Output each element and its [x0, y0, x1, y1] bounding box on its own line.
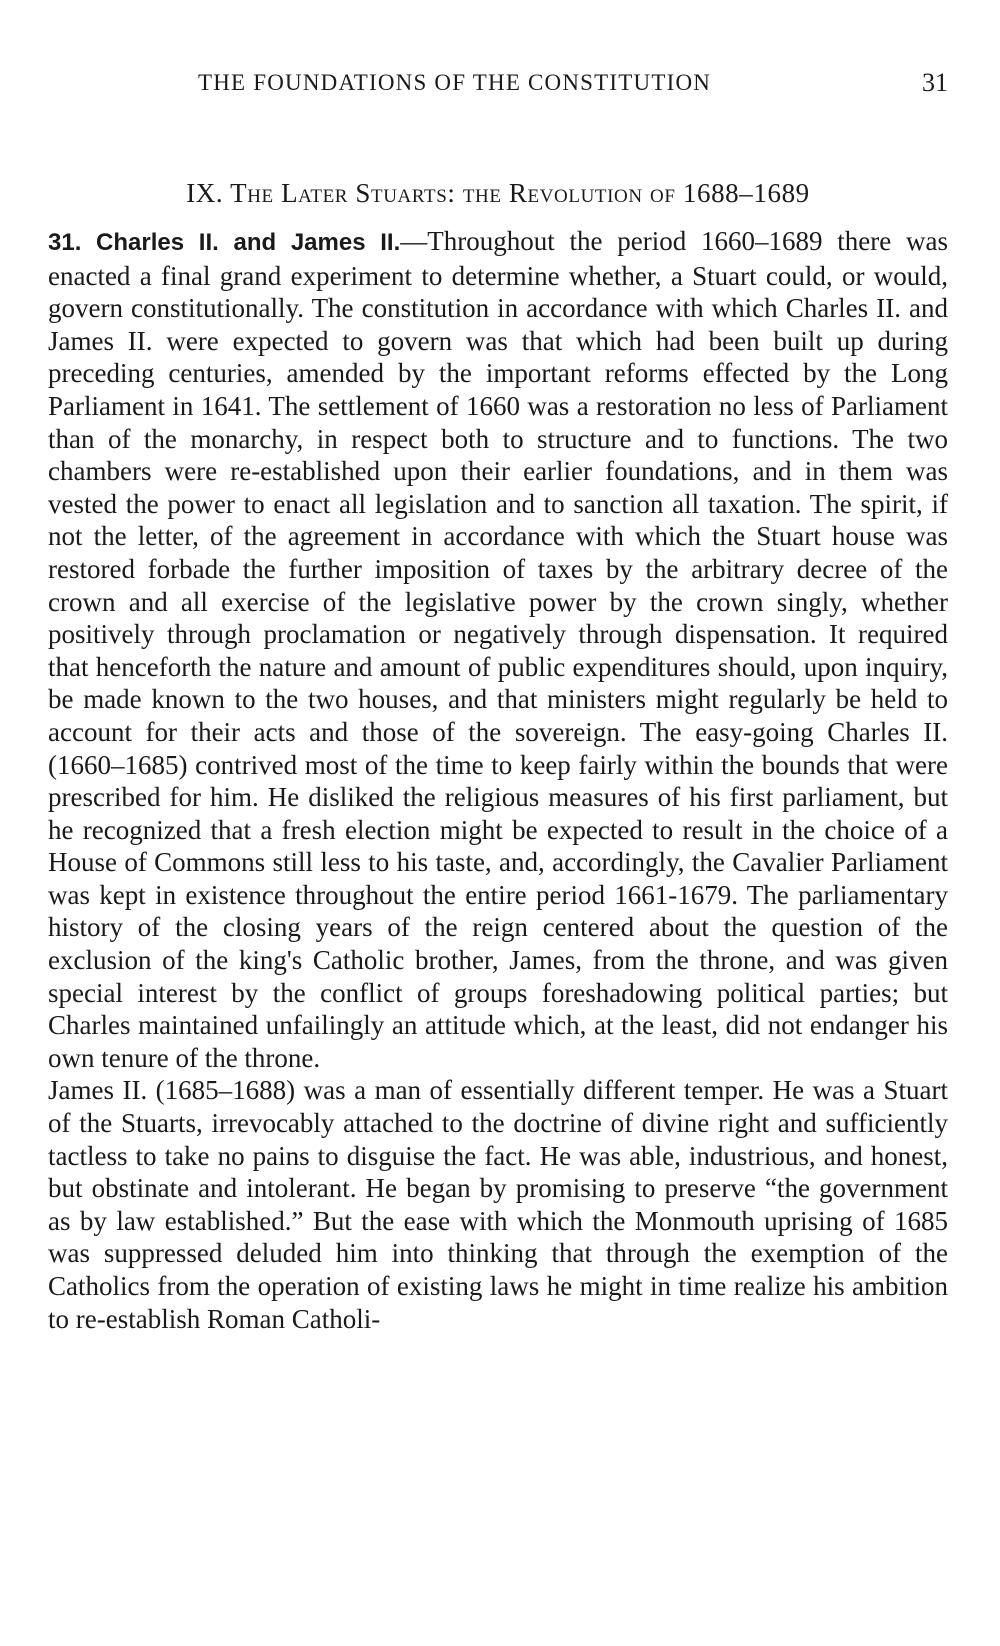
paragraph-charles-and-james	[48, 225, 948, 1074]
section-heading: IX. The Later Stuarts: the Revolution of 1688–1689	[186, 178, 810, 208]
running-title: THE FOUNDATIONS OF THE CONSTITUTION	[198, 70, 712, 95]
body-text	[48, 225, 948, 1335]
paragraph-text: —Throughout the period 1660–1689 there was enacted a final grand experiment to determine whether, a Stuart could, or would, govern constitutionally. The constitution in accordance with which Charles II. and James II. were expected to govern was that which had been built up during preceding centuries, amended by the important reforms effected by the Long Parliament in 1641. The settlement of 1660 was a restoration no less of Parliament than of the monarchy, in respect both to structure and to functions. The two chambers were re-established upon their earlier foundations, and in them was vested the power to enact all legislation and to sanction all taxation. The spirit, if not the letter, of the agreement in accordance with which the Stuart house was restored forbade the further imposition of taxes by the arbitrary decree of the crown and all exercise of the legislative power by the crown singly, whether positively through proclamation or negatively through dispensation. It required that henceforth the nature and amount of public expenditures should, upon inquiry, be made known to the two houses, and that ministers might regularly be held to account for their acts and those of the sovereign. The easy-going Charles II. (1660–1685) contrived most of the time to keep fairly within the bounds that were prescribed for him. He disliked the religious measures of his first parliament, but he recognized that a fresh election might be expected to result in the choice of a House of Commons still less to his taste, and, accordingly, the Cavalier Parliament was kept in existence throughout the entire period 1661-1679. The parliamentary history of the closing years of the reign centered about the question of the exclusion of the king's Catholic brother, James, from the throne, and was given special interest by the conflict of groups foreshadowing political parties; but Charles maintained unfailingly an attitude which, at the least, did not endanger his own tenure of the throne.	[48, 226, 948, 1073]
paragraph-text: James II. (1685–1688) was a man of essentially different temper. He was a Stuart of the Stuarts, irrevocably attached to the doctrine of divine right and sufficiently tactless to take no pains to disguise the fact. He was able, industrious, and honest, but obstinate and intolerant. He began by promising to preserve “the government as by law established.” But the ease with which the Monmouth uprising of 1685 was suppressed deluded him into thinking that through the exemption of the Catholics from the operation of existing laws he might in time realize his ambition to re-establish Roman Catholi-	[48, 1075, 948, 1334]
paragraph-heading: 31. Charles II. and James II.	[48, 229, 401, 256]
paragraph-james-ii	[48, 1074, 948, 1335]
running-head	[48, 70, 948, 106]
page-number: 31	[922, 68, 948, 97]
